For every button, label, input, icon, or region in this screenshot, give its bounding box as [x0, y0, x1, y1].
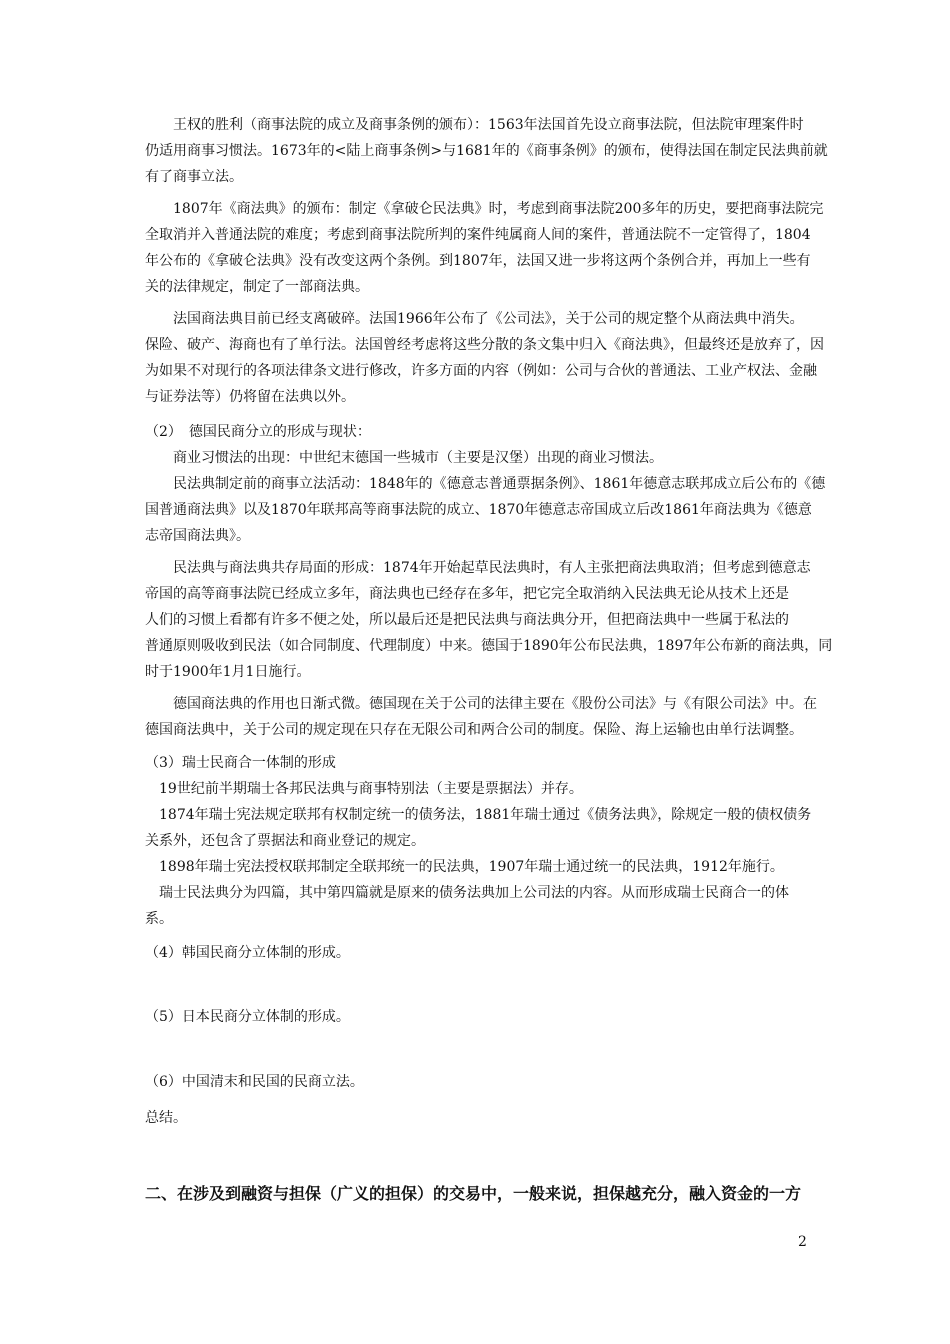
text-line: 志帝国商法典》。	[145, 528, 250, 544]
section-heading: 二、在涉及到融资与担保（广义的担保）的交易中，一般来说，担保越充分，融入资金的一方	[145, 1184, 802, 1203]
text-line: 总结。	[145, 1110, 187, 1126]
text-line: 仍适用商事习惯法。1673年的<陆上商事条例>与1681年的《商事条例》的颁布，使得法国在制定民法典前就	[145, 143, 828, 159]
text-line: 19世纪前半期瑞士各邦民法典与商事特别法（主要是票据法）并存。	[145, 781, 583, 797]
text-line: 保险、破产、海商也有了单行法。法国曾经考虑将这些分散的条文集中归入《商法典》，但最终还是放弃了，因	[145, 337, 824, 353]
text-line: 关系外，还包含了票据法和商业登记的规定。	[145, 833, 425, 849]
text-line: 年公布的《拿破仑法典》没有改变这两个条例。到1807年，法国又进一步将这两个条例合并，再加上一些有	[145, 253, 811, 269]
text-line: （2） 德国民商分立的形成与现状：	[145, 424, 371, 440]
text-line: 商业习惯法的出现：中世纪末德国一些城市（主要是汉堡）出现的商业习惯法。	[145, 450, 663, 466]
text-line: （6）中国清末和民国的民商立法。	[145, 1074, 364, 1090]
text-line: 法国商法典目前已经支离破碎。法国1966年公布了《公司法》，关于公司的规定整个从商法典中消失。	[145, 311, 804, 327]
text-line: 德国商法典中，关于公司的规定现在只存在无限公司和两合公司的制度。保险、海上运输也由单行法调整。	[145, 722, 803, 738]
text-line: 民法典与商法典共存局面的形成：1874年开始起草民法典时，有人主张把商法典取消；但考虑到德意志	[145, 560, 811, 576]
text-line: （4）韩国民商分立体制的形成。	[145, 945, 350, 961]
text-line: 时于1900年1月1日施行。	[145, 664, 311, 680]
text-line: 普通原则吸收到民法（如合同制度、代理制度）中来。德国于1890年公布民法典，1897年公布新的商法典，同	[145, 638, 833, 654]
page-number: 2	[798, 1234, 807, 1250]
text-line: 1874年瑞士宪法规定联邦有权制定统一的债务法，1881年瑞士通过《债务法典》，除规定一般的债权债务	[145, 807, 812, 823]
text-line: 1898年瑞士宪法授权联邦制定全联邦统一的民法典，1907年瑞士通过统一的民法典，1912年施行。	[145, 859, 784, 875]
text-line: 1807年《商法典》的颁布：制定《拿破仑民法典》时，考虑到商事法院200多年的历史，要把商事法院完	[145, 201, 824, 217]
text-line: 系。	[145, 911, 173, 927]
text-line: 民法典制定前的商事立法活动：1848年的《德意志普通票据条例》、1861年德意志联邦成立后公布的《德	[145, 476, 826, 492]
text-line: 关的法律规定，制定了一部商法典。	[145, 279, 369, 295]
text-line: （5）日本民商分立体制的形成。	[145, 1009, 350, 1025]
text-line: （3）瑞士民商合一体制的形成	[145, 755, 336, 771]
text-line: 国普通商法典》以及1870年联邦高等商事法院的成立、1870年德意志帝国成立后改1861年商法典为《德意	[145, 502, 812, 518]
text-line: 有了商事立法。	[145, 169, 243, 185]
text-line: 德国商法典的作用也日渐式微。德国现在关于公司的法律主要在《股份公司法》与《有限公司法》中。在	[145, 696, 817, 712]
text-line: 人们的习惯上看都有许多不便之处，所以最后还是把民法典与商法典分开，但把商法典中一些属于私法的	[145, 612, 789, 628]
text-line: 全取消并入普通法院的难度；考虑到商事法院所判的案件纯属商人间的案件，普通法院不一定管得了，1804	[145, 227, 811, 243]
text-line: 为如果不对现行的各项法律条文进行修改，许多方面的内容（例如：公司与合伙的普通法、工业产权法、金融	[145, 363, 817, 379]
text-line: 王权的胜利（商事法院的成立及商事条例的颁布）：1563年法国首先设立商事法院，但法院审理案件时	[145, 117, 804, 133]
text-line: 帝国的高等商事法院已经成立多年，商法典也已经存在多年，把它完全取消纳入民法典无论从技术上还是	[145, 586, 789, 602]
text-line: 与证券法等）仍将留在法典以外。	[145, 389, 355, 405]
text-line: 瑞士民法典分为四篇，其中第四篇就是原来的债务法典加上公司法的内容。从而形成瑞士民商合一的体	[145, 885, 789, 901]
